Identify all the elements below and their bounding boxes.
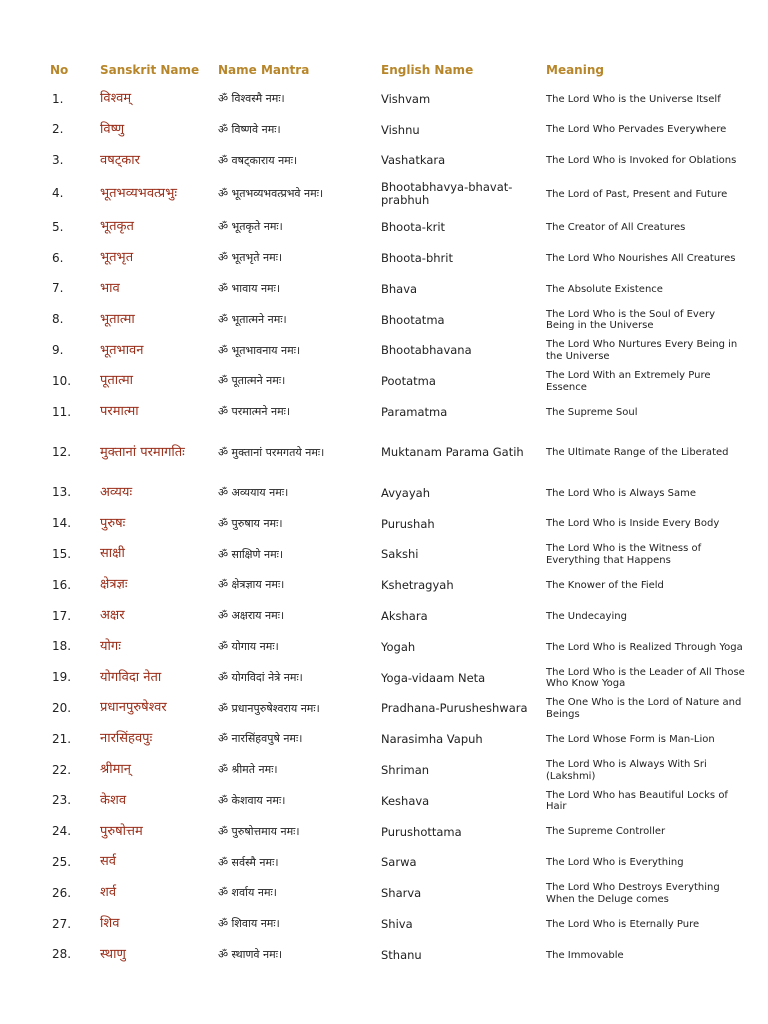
row-number: 26. [52, 885, 72, 900]
row-number: 7. [52, 281, 64, 296]
row-number: 10. [52, 373, 72, 388]
sanskrit-name: अक्षर [100, 608, 125, 624]
meaning: The Supreme Soul [546, 406, 638, 418]
row-number: 17. [52, 608, 72, 623]
sanskrit-name: पूतात्मा [100, 373, 133, 389]
sanskrit-name: विश्वम् [100, 90, 132, 106]
english-name: Purushottama [381, 824, 462, 839]
sanskrit-name: भूतकृत [100, 219, 134, 235]
meaning: The Lord Who Nourishes All Creatures [546, 252, 736, 264]
row-number: 18. [52, 639, 72, 654]
english-name: Yogah [381, 639, 416, 654]
sanskrit-name: नारसिंहवपुः [100, 731, 153, 747]
header-english-name: English Name [381, 63, 474, 77]
table-row [48, 786, 748, 817]
row-number: 3. [52, 153, 64, 168]
sanskrit-name: पुरुषोत्तम [100, 823, 143, 839]
meaning: The Lord Who is the Soul of Every Being in the Universe [546, 308, 716, 332]
table-header [48, 56, 748, 84]
name-mantra: ॐ पूतात्मने नमः। [218, 374, 286, 388]
meaning: The Supreme Controller [546, 826, 666, 838]
sanskrit-name: केशव [100, 792, 127, 808]
english-name: Kshetragyah [381, 578, 454, 593]
meaning: The Creator of All Creatures [546, 222, 686, 234]
meaning: The Absolute Existence [546, 283, 663, 295]
header-sanskrit-name: Sanskrit Name [100, 63, 200, 77]
english-name: Pootatma [381, 374, 436, 389]
table-row [48, 428, 748, 478]
name-mantra: ॐ वषट्काराय नमः। [218, 153, 298, 167]
row-number: 22. [52, 762, 72, 777]
vishnu-names-table [48, 56, 748, 971]
row-number: 19. [52, 670, 72, 685]
meaning: The Lord Who Nurtures Every Being in the Universe [546, 339, 738, 362]
table-row [48, 632, 748, 663]
name-mantra: ॐ नारसिंहवपुषे नमः। [218, 732, 303, 746]
sanskrit-name: श्रीमान् [100, 762, 131, 778]
table-row [48, 755, 748, 786]
row-number: 13. [52, 485, 72, 500]
sanskrit-name: स्थाणु [100, 946, 126, 962]
meaning: The Undecaying [546, 610, 627, 622]
sanskrit-name: मुक्तानां परमागतिः [100, 444, 185, 460]
table-row [48, 509, 748, 540]
english-name: Bhootatma [381, 312, 445, 327]
meaning: The One Who is the Lord of Nature and Beings [546, 697, 742, 720]
meaning: The Lord of Past, Present and Future [546, 188, 728, 200]
meaning: The Lord Who is Always With Sri (Lakshmi) [546, 759, 707, 782]
table-row [48, 212, 748, 243]
english-name: Shiva [381, 916, 413, 931]
table-row [48, 909, 748, 940]
meaning: The Lord Who is the Witness of Everything that Happens [546, 543, 702, 566]
english-name: Muktanam Parama Gatih [381, 445, 524, 460]
english-name: Sarwa [381, 855, 417, 870]
table-row [48, 84, 748, 115]
sanskrit-name: सर्व [100, 854, 117, 870]
english-name: Sharva [381, 886, 422, 901]
english-name: Vishvam [381, 91, 431, 106]
row-number: 8. [52, 312, 64, 327]
name-mantra: ॐ प्रधानपुरुषेश्वराय नमः। [218, 701, 320, 715]
english-name: Purushah [381, 516, 435, 531]
name-mantra: ॐ पुरुषाय नमः। [218, 516, 283, 530]
english-name: Shriman [381, 762, 430, 777]
name-mantra: ॐ साक्षिणे नमः। [218, 547, 284, 561]
table-row [48, 274, 748, 305]
name-mantra: ॐ विष्णवे नमः। [218, 122, 281, 136]
row-number: 9. [52, 343, 64, 358]
english-name: Bhootabhavana [381, 343, 472, 358]
table-row [48, 848, 748, 879]
table-row [48, 305, 748, 336]
sanskrit-name: शर्व [100, 885, 117, 901]
sanskrit-name: वषट्कार [100, 152, 140, 168]
english-name: Sthanu [381, 947, 422, 962]
sanskrit-name: प्रधानपुरुषेश्वर [100, 700, 167, 716]
name-mantra: ॐ भावाय नमः। [218, 282, 281, 296]
meaning: The Knower of the Field [546, 580, 664, 591]
name-mantra: ॐ योगाय नमः। [218, 640, 279, 654]
name-mantra: ॐ पुरुषोत्तमाय नमः। [218, 824, 300, 838]
row-number: 27. [52, 916, 72, 931]
name-mantra: ॐ क्षेत्रज्ञाय नमः। [218, 578, 285, 592]
english-name: Yoga-vidaam Neta [381, 670, 486, 685]
english-name: Bhootabhavya-bhavat-prabhuh [381, 180, 513, 208]
english-name: Narasimha Vapuh [381, 732, 483, 747]
row-number: 2. [52, 122, 64, 137]
table-row [48, 540, 748, 571]
meaning: The Lord Who is Invoked for Oblations [546, 155, 737, 167]
row-number: 21. [52, 731, 72, 746]
meaning: The Lord Who is the Universe Itself [546, 93, 721, 105]
row-number: 23. [52, 793, 72, 808]
name-mantra: ॐ मुक्तानां परमगतये नमः। [218, 445, 325, 459]
row-number: 16. [52, 577, 72, 592]
table-row [48, 366, 748, 397]
row-number: 24. [52, 824, 72, 839]
table-row [48, 878, 748, 909]
header-meaning: Meaning [546, 63, 604, 77]
row-number: 6. [52, 250, 64, 265]
sanskrit-name: भूतभव्यभवत्प्रभुः [100, 185, 177, 201]
name-mantra: ॐ विश्वस्मै नमः। [218, 92, 285, 106]
sanskrit-name: भाव [100, 280, 120, 296]
english-name: Paramatma [381, 404, 448, 419]
english-name: Pradhana-Purusheshwara [381, 701, 528, 716]
table-row [48, 115, 748, 146]
name-mantra: ॐ भूतात्मने नमः। [218, 312, 287, 326]
name-mantra: ॐ भूतभव्यभवत्प्रभवे नमः। [218, 187, 324, 201]
sanskrit-name: साक्षी [100, 546, 125, 562]
meaning: The Lord Whose Form is Man-Lion [546, 733, 715, 745]
meaning: The Lord Who is Realized Through Yoga [546, 641, 743, 653]
table-row [48, 397, 748, 428]
meaning: The Lord Who Pervades Everywhere [546, 124, 727, 136]
header-no: No [50, 63, 69, 77]
meaning: The Lord Who is the Leader of All Those Who Know Yoga [546, 666, 745, 690]
sanskrit-name: शिव [100, 916, 120, 932]
name-mantra: ॐ भूतभावनाय नमः। [218, 343, 301, 357]
name-mantra: ॐ अक्षराय नमः। [218, 609, 285, 623]
table-row [48, 694, 748, 725]
sanskrit-name: क्षेत्रज्ञः [100, 577, 128, 593]
english-name: Akshara [381, 608, 428, 623]
sanskrit-name: भूतभावन [100, 342, 144, 358]
meaning: The Lord Who is Always Same [546, 487, 697, 499]
table-row [48, 601, 748, 632]
name-mantra: ॐ सर्वस्मै नमः। [218, 855, 279, 869]
row-number: 1. [52, 91, 64, 106]
meaning: The Lord Who is Inside Every Body [546, 518, 720, 530]
row-number: 12. [52, 445, 72, 460]
sanskrit-name: योगविदा नेता [100, 669, 162, 685]
table-row [48, 146, 748, 177]
table-body [48, 84, 748, 971]
table-row [48, 336, 748, 367]
name-mantra: ॐ अव्ययाय नमः। [218, 486, 289, 500]
sanskrit-name: विष्णु [100, 121, 125, 137]
name-mantra: ॐ श्रीमते नमः। [218, 763, 278, 777]
sanskrit-name: परमात्मा [100, 404, 139, 420]
meaning: The Lord Who is Eternally Pure [546, 918, 700, 930]
name-mantra: ॐ शिवाय नमः। [218, 917, 280, 931]
name-mantra: ॐ भूतकृते नमः। [218, 220, 283, 234]
name-mantra: ॐ भूतभृते नमः। [218, 251, 283, 265]
english-name: Bhava [381, 281, 418, 296]
table-row [48, 176, 748, 212]
row-number: 11. [52, 404, 72, 419]
table-row [48, 940, 748, 971]
meaning: The Lord Who is Everything [546, 857, 684, 869]
english-name: Sakshi [381, 547, 419, 562]
row-number: 4. [52, 186, 64, 201]
table-row [48, 478, 748, 509]
meaning: The Immovable [546, 949, 624, 961]
sanskrit-name: पुरुषः [100, 515, 126, 531]
meaning: The Lord Who has Beautiful Locks of Hair [546, 789, 728, 813]
english-name: Bhoota-krit [381, 220, 446, 235]
meaning: The Lord With an Extremely Pure Essence [546, 370, 711, 393]
name-mantra: ॐ शर्वाय नमः। [218, 886, 277, 900]
header-name-mantra: Name Mantra [218, 63, 310, 77]
english-name: Keshava [381, 793, 430, 808]
table-row [48, 570, 748, 601]
row-number: 25. [52, 855, 72, 870]
row-number: 28. [52, 947, 72, 962]
name-mantra: ॐ स्थाणवे नमः। [218, 948, 283, 961]
sanskrit-name: अव्ययः [100, 484, 133, 500]
meaning: The Lord Who Destroys Everything When the Deluge comes [546, 882, 720, 905]
row-number: 14. [52, 516, 72, 531]
english-name: Avyayah [381, 485, 430, 500]
name-mantra: ॐ योगविदां नेत्रे नमः। [218, 670, 303, 684]
row-number: 5. [52, 219, 64, 234]
table-row [48, 663, 748, 694]
sanskrit-name: भूतभृत [100, 250, 134, 266]
english-name: Bhoota-bhrit [381, 250, 453, 265]
english-name: Vishnu [381, 122, 420, 137]
meaning: The Ultimate Range of the Liberated [546, 447, 729, 459]
table-row [48, 243, 748, 274]
table-row [48, 817, 748, 848]
english-name: Vashatkara [381, 153, 446, 168]
sanskrit-name: भूतात्मा [100, 311, 135, 327]
row-number: 20. [52, 701, 72, 716]
row-number: 15. [52, 547, 72, 562]
sanskrit-name: योगः [100, 638, 121, 654]
table-row [48, 724, 748, 755]
name-mantra: ॐ केशवाय नमः। [218, 794, 286, 808]
name-mantra: ॐ परमात्मने नमः। [218, 405, 291, 419]
